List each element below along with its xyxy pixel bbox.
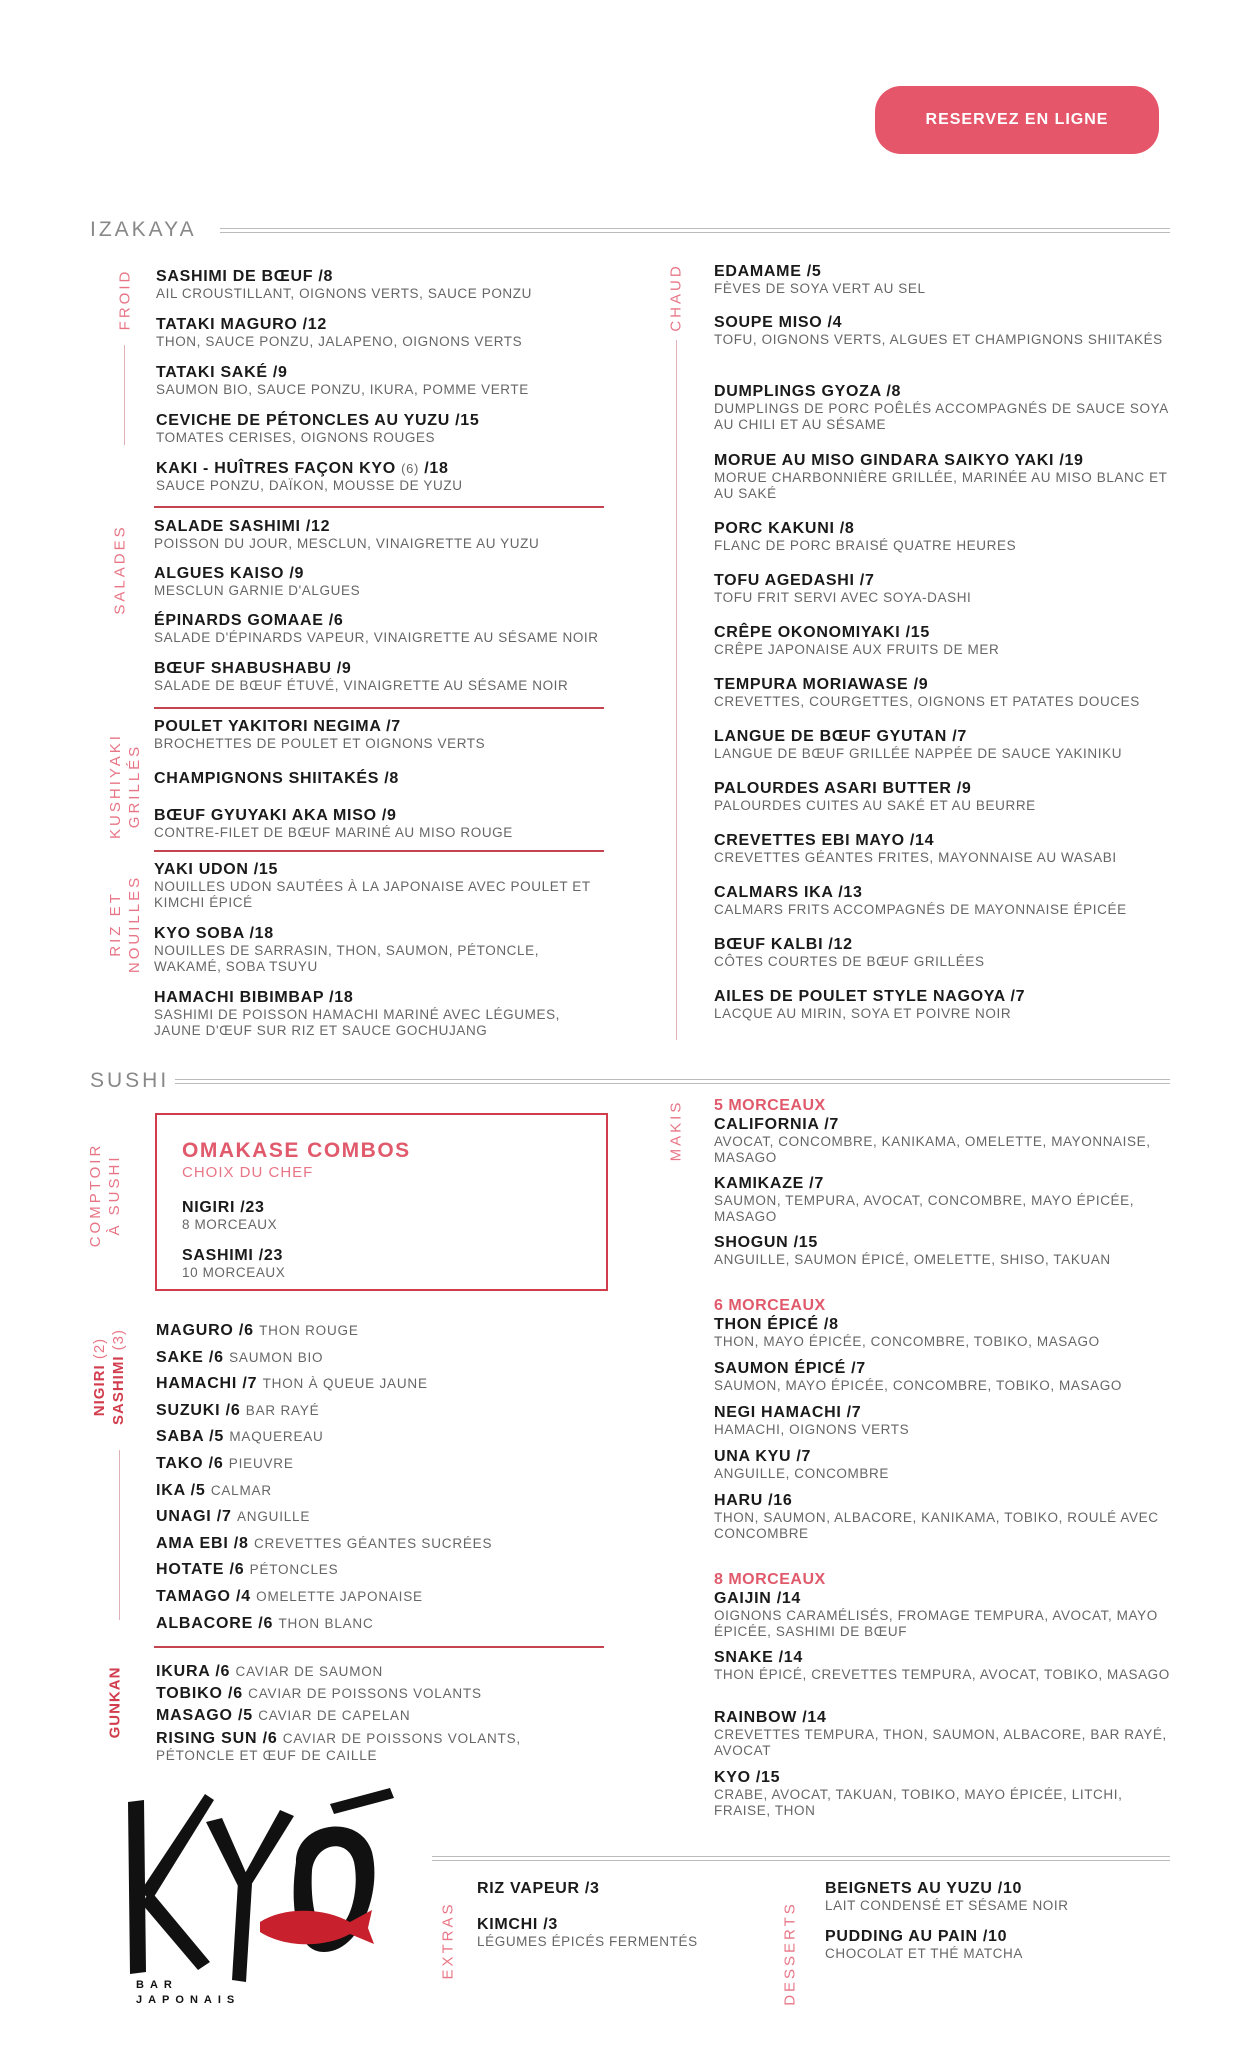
label-line: NOUILLES [126, 874, 143, 974]
category-label-kushiyaki [106, 716, 144, 856]
item-name: KYO /15 [714, 1769, 781, 1786]
item-name: SOUPE MISO /4 [714, 314, 843, 331]
reserve-online-button[interactable]: RESERVEZ EN LIGNE [875, 86, 1159, 154]
item-description: SAUMON BIO [229, 1349, 324, 1365]
menu-item [714, 1404, 1174, 1448]
item-name: HOTATE /6 [156, 1561, 245, 1579]
item-name: TATAKI SAKÉ /9 [156, 364, 288, 381]
divider [432, 1860, 1170, 1861]
item-name: BŒUF SHABUSHABU /9 [154, 660, 352, 677]
sushi-item [156, 1398, 626, 1425]
category-label-nigiri-sashimi [90, 1307, 130, 1447]
sushi-item [156, 1584, 626, 1611]
item-name: MASAGO /5 [156, 1707, 253, 1724]
item-description: TOMATES CERISES, OIGNONS ROUGES [156, 430, 436, 445]
item-description: OIGNONS CARAMÉLISÉS, FROMAGE TEMPURA, AVOCAT, MAYO ÉPICÉE, SASHIMI DE BŒUF [714, 1608, 1158, 1639]
item-name: THON ÉPICÉ /8 [714, 1316, 839, 1333]
menu-item [154, 612, 624, 660]
item-name: UNA KYU /7 [714, 1448, 812, 1465]
item-description: OMELETTE JAPONAISE [256, 1588, 423, 1604]
category-label-extras: EXTRAS [439, 1901, 457, 1980]
divider [175, 1083, 1170, 1084]
kyo-logo [110, 1782, 400, 2012]
extras-list [477, 1880, 767, 1950]
label-line: À SUSHI [106, 1154, 123, 1236]
item-name: TOBIKO /6 [156, 1685, 243, 1702]
item-description: TOFU FRIT SERVI AVEC SOYA-DASHI [714, 590, 972, 605]
item-quantity: (6) [401, 461, 420, 476]
riz-list [154, 861, 594, 1039]
sushi-item [156, 1504, 626, 1531]
item-description: 10 MORCEAUX [182, 1265, 286, 1280]
item-name: BŒUF GYUYAKI AKA MISO /9 [154, 807, 397, 824]
item-description: CÔTES COURTES DE BŒUF GRILLÉES [714, 954, 985, 969]
menu-item [714, 1116, 1174, 1175]
menu-item [714, 1492, 1174, 1570]
sashimi-label: SASHIMI [110, 1355, 127, 1426]
menu-item [714, 383, 1174, 452]
menu-item [156, 412, 616, 460]
item-name: PUDDING AU PAIN /10 [825, 1928, 1008, 1945]
item-description: ANGUILLE, CONCOMBRE [714, 1466, 889, 1481]
item-name: CALMARS IKA /13 [714, 884, 863, 901]
item-price: /18 [424, 460, 449, 477]
item-name-main: KAKI - HUÎTRES FAÇON KYO [156, 460, 396, 477]
divider [154, 506, 604, 508]
item-name: MORUE AU MISO GINDARA SAIKYO YAKI /19 [714, 452, 1084, 469]
sushi-item [156, 1730, 586, 1764]
category-label-comptoir [86, 1130, 124, 1260]
item-name: PALOURDES ASARI BUTTER /9 [714, 780, 972, 797]
gunkan-list [156, 1661, 586, 1764]
item-description: MAQUEREAU [229, 1429, 324, 1445]
item-name: CEVICHE DE PÉTONCLES AU YUZU /15 [156, 412, 480, 429]
menu-item [714, 452, 1174, 520]
divider [154, 707, 604, 709]
nigiri-label: NIGIRI [91, 1364, 108, 1417]
item-description: NOUILLES UDON SAUTÉES À LA JAPONAISE AVEC POULET ET KIMCHI ÉPICÉ [154, 879, 591, 910]
item-description: CRABE, AVOCAT, TAKUAN, TOBIKO, MAYO ÉPICÉE, LITCHI, FRAISE, THON [714, 1787, 1123, 1818]
menu-item [154, 807, 624, 841]
menu-item [182, 1247, 285, 1281]
item-description: POISSON DU JOUR, MESCLUN, VINAIGRETTE AU YUZU [154, 536, 540, 551]
menu-item [714, 1590, 1174, 1649]
item-name: EDAMAME /5 [714, 263, 822, 280]
menu-item [154, 718, 624, 770]
divider [154, 1646, 604, 1648]
sushi-item [156, 1661, 586, 1683]
item-name: TAKO /6 [156, 1454, 224, 1472]
item-description: SALADE DE BŒUF ÉTUVÉ, VINAIGRETTE AU SÉSAME NOIR [154, 678, 569, 693]
item-name: BEIGNETS AU YUZU /10 [825, 1880, 1023, 1897]
item-name: YAKI UDON /15 [154, 861, 279, 878]
item-description: TOFU, OIGNONS VERTS, ALGUES ET CHAMPIGNONS SHIITAKÉS [714, 332, 1163, 347]
category-label-chaud: CHAUD [667, 263, 685, 332]
menu-item [714, 780, 1174, 832]
item-name: AMA EBI /8 [156, 1534, 249, 1552]
item-name: SAKE /6 [156, 1348, 224, 1366]
sushi-item [156, 1478, 626, 1505]
makis-list [714, 1096, 1174, 1819]
menu-item [714, 1360, 1174, 1404]
menu-item [714, 1448, 1174, 1492]
item-name: SASHIMI /23 [182, 1247, 284, 1264]
item-description: ANGUILLE [237, 1509, 311, 1525]
item-description: SAUMON BIO, SAUCE PONZU, IKURA, POMME VERTE [156, 382, 529, 397]
item-name: BŒUF KALBI /12 [714, 936, 853, 953]
sushi-item [156, 1705, 586, 1727]
sushi-item [156, 1611, 626, 1638]
sushi-item [156, 1683, 586, 1705]
maki-group-heading: 6 MORCEAUX [714, 1297, 826, 1314]
menu-item [156, 316, 616, 364]
item-name: SNAKE /14 [714, 1649, 803, 1666]
sushi-item [156, 1318, 626, 1345]
item-description: THON À QUEUE JAUNE [262, 1376, 428, 1392]
menu-item [156, 268, 616, 316]
divider [220, 232, 1170, 233]
divider [432, 1856, 1170, 1857]
item-description: AIL CROUSTILLANT, OIGNONS VERTS, SAUCE PONZU [156, 286, 532, 301]
menu-item [154, 925, 594, 989]
item-name: KIMCHI /3 [477, 1916, 558, 1933]
item-description: HAMACHI, OIGNONS VERTS [714, 1422, 910, 1437]
menu-item [154, 565, 624, 612]
menu-item [714, 936, 1174, 988]
item-name: NEGI HAMACHI /7 [714, 1404, 862, 1421]
item-name: CHAMPIGNONS SHIITAKÉS /8 [154, 770, 399, 787]
sushi-item [156, 1557, 626, 1584]
menu-item-kaki [156, 460, 616, 494]
item-description: SAUCE PONZU, DAÏKON, MOUSSE DE YUZU [156, 478, 463, 493]
menu-item [714, 1316, 1174, 1360]
section-title: SUSHI [90, 1069, 170, 1092]
menu-item [714, 1709, 1174, 1769]
item-name: CREVETTES EBI MAYO /14 [714, 832, 935, 849]
item-description: SASHIMI DE POISSON HAMACHI MARINÉ AVEC LÉGUMES, JAUNE D'ŒUF SUR RIZ ET SAUCE GOCHUJANG [154, 1007, 561, 1038]
desserts-list [825, 1880, 1170, 1962]
menu-item [825, 1928, 1170, 1962]
menu-item [714, 624, 1174, 676]
combo-subtitle: CHOIX DU CHEF [182, 1164, 314, 1181]
salades-list [154, 518, 624, 694]
menu-item [714, 676, 1174, 728]
menu-item [714, 832, 1174, 884]
item-name: IKURA /6 [156, 1663, 231, 1680]
category-label-desserts: DESSERTS [781, 1901, 799, 2006]
menu-item [154, 660, 624, 694]
menu-item [714, 314, 1174, 383]
froid-list [156, 268, 616, 494]
item-name: ALGUES KAISO /9 [154, 565, 305, 582]
item-description: BAR RAYÉ [245, 1402, 320, 1418]
menu-item [477, 1880, 767, 1916]
label-line: COMPTOIR [87, 1142, 104, 1248]
item-description: NOUILLES DE SARRASIN, THON, SAUMON, PÉTONCLE, WAKAMÉ, SOBA TSUYU [154, 943, 540, 974]
sushi-item [156, 1531, 626, 1558]
sushi-item [156, 1451, 626, 1478]
sushi-item [156, 1345, 626, 1372]
item-description: CHOCOLAT ET THÉ MATCHA [825, 1946, 1023, 1961]
item-description: CREVETTES, COURGETTES, OIGNONS ET PATATES DOUCES [714, 694, 1140, 709]
item-name: CALIFORNIA /7 [714, 1116, 839, 1133]
menu-item [714, 263, 1174, 314]
item-description: CAVIAR DE SAUMON [235, 1664, 384, 1679]
sushi-item [156, 1424, 626, 1451]
divider [175, 1079, 1170, 1080]
item-description: LANGUE DE BŒUF GRILLÉE NAPPÉE DE SAUCE YAKINIKU [714, 746, 1123, 761]
chaud-list [714, 263, 1174, 1022]
item-description: THON ÉPICÉ, CREVETTES TEMPURA, AVOCAT, TOBIKO, MASAGO [714, 1667, 1170, 1682]
item-description: MORUE CHARBONNIÈRE GRILLÉE, MARINÉE AU MISO BLANC ET AU SAKÉ [714, 470, 1168, 501]
menu-item [182, 1199, 277, 1233]
item-name: MAGURO /6 [156, 1322, 254, 1339]
divider [220, 228, 1170, 229]
item-description: CALMAR [210, 1482, 272, 1498]
item-name: RIZ VAPEUR /3 [477, 1880, 600, 1897]
menu-item [714, 520, 1174, 572]
omakase-combos-box [155, 1113, 608, 1291]
item-name: SABA /5 [156, 1428, 225, 1446]
item-description: PALOURDES CUITES AU SAKÉ ET AU BEURRE [714, 798, 1036, 813]
item-name: KAMIKAZE /7 [714, 1175, 824, 1192]
label-line: GRILLÉS [126, 743, 143, 829]
section-header-izakaya [90, 218, 1170, 242]
menu-item [825, 1880, 1170, 1928]
item-description: THON, MAYO ÉPICÉE, CONCOMBRE, TOBIKO, MASAGO [714, 1334, 1100, 1349]
menu-item [154, 518, 624, 565]
menu-item [154, 861, 594, 925]
item-description: PIEUVRE [228, 1455, 294, 1471]
item-description: CREVETTES GÉANTES FRITES, MAYONNAISE AU WASABI [714, 850, 1117, 865]
item-name: SASHIMI DE BŒUF /8 [156, 268, 334, 285]
menu-item [714, 1649, 1174, 1709]
label-line [90, 1307, 109, 1447]
item-description: AVOCAT, CONCOMBRE, KANIKAMA, OMELETTE, MAYONNAISE, MASAGO [714, 1134, 1151, 1165]
item-name: IKA /5 [156, 1481, 206, 1499]
item-description: DUMPLINGS DE PORC POÊLÉS ACCOMPAGNÉS DE SAUCE SOYA AU CHILI ET AU SÉSAME [714, 401, 1169, 432]
item-name: SUZUKI /6 [156, 1401, 241, 1419]
item-description: CRÊPE JAPONAISE AUX FRUITS DE MER [714, 642, 1000, 657]
item-name: POULET YAKITORI NEGIMA /7 [154, 718, 401, 735]
label-line: RIZ ET [107, 891, 124, 957]
item-description: THON ROUGE [259, 1323, 359, 1338]
section-title: IZAKAYA [90, 218, 197, 241]
category-label-riz-nouilles [106, 854, 144, 994]
item-name: SALADE SASHIMI /12 [154, 518, 331, 535]
menu-item [154, 989, 594, 1039]
item-description: ANGUILLE, SAUMON ÉPICÉ, OMELETTE, SHISO, TAKUAN [714, 1252, 1111, 1267]
item-name: TAMAGO /4 [156, 1587, 251, 1605]
item-name: RAINBOW /14 [714, 1709, 827, 1726]
item-description: THON, SAUCE PONZU, JALAPENO, OIGNONS VERTS [156, 334, 523, 349]
item-description: SAUMON, TEMPURA, AVOCAT, CONCOMBRE, MAYO ÉPICÉE, MASAGO [714, 1193, 1135, 1224]
label-line [109, 1307, 128, 1447]
sashimi-qty: (3) [110, 1328, 127, 1351]
item-description: BROCHETTES DE POULET ET OIGNONS VERTS [154, 736, 486, 751]
item-name: DUMPLINGS GYOZA /8 [714, 383, 902, 400]
divider [676, 340, 677, 1040]
category-label-gunkan: GUNKAN [106, 1666, 124, 1739]
menu-item [156, 364, 616, 412]
item-description: CONTRE-FILET DE BŒUF MARINÉ AU MISO ROUGE [154, 825, 513, 840]
item-name: GAIJIN /14 [714, 1590, 802, 1607]
menu-item [714, 1234, 1174, 1296]
item-name: HARU /16 [714, 1492, 793, 1509]
item-description: LACQUE AU MIRIN, SOYA ET POIVRE NOIR [714, 1006, 1012, 1021]
maki-group-heading: 8 MORCEAUX [714, 1571, 826, 1588]
item-description: CREVETTES GÉANTES SUCRÉES [254, 1535, 493, 1551]
item-name: TEMPURA MORIAWASE /9 [714, 676, 929, 693]
item-description: LAIT CONDENSÉ ET SÉSAME NOIR [825, 1898, 1069, 1913]
nigiri-qty: (2) [91, 1337, 108, 1360]
brand-subtitle: BAR JAPONAIS [136, 1979, 241, 2006]
sushi-item [156, 1371, 626, 1398]
menu-item [714, 1175, 1174, 1234]
item-name: HAMACHI /7 [156, 1375, 258, 1393]
combo-title: OMAKASE COMBOS [182, 1139, 411, 1162]
item-description: CAVIAR DE CAPELAN [258, 1708, 411, 1723]
item-description: CAVIAR DE POISSONS VOLANTS [248, 1686, 482, 1701]
item-name [156, 460, 616, 478]
item-description: 8 MORCEAUX [182, 1217, 278, 1232]
item-name: ÉPINARDS GOMAAE /6 [154, 612, 344, 629]
item-name: CRÊPE OKONOMIYAKI /15 [714, 624, 930, 641]
item-name: RISING SUN /6 [156, 1730, 278, 1747]
item-description: FÈVES DE SOYA VERT AU SEL [714, 281, 926, 296]
item-description: CAVIAR DE POISSONS VOLANTS, PÉTONCLE ET ŒUF DE CAILLE [156, 1731, 521, 1763]
item-description: PÉTONCLES [249, 1562, 339, 1578]
item-description: THON BLANC [278, 1615, 374, 1631]
item-name: HAMACHI BIBIMBAP /18 [154, 989, 354, 1006]
section-header-sushi [90, 1069, 1170, 1093]
kushiyaki-list [154, 718, 624, 841]
menu-item [714, 988, 1174, 1022]
item-name: PORC KAKUNI /8 [714, 520, 855, 537]
menu-item [714, 728, 1174, 780]
item-name: SAUMON ÉPICÉ /7 [714, 1360, 866, 1377]
item-name: TOFU AGEDASHI /7 [714, 572, 875, 589]
item-description: LÉGUMES ÉPICÉS FERMENTÉS [477, 1934, 698, 1949]
item-description: SALADE D'ÉPINARDS VAPEUR, VINAIGRETTE AU SÉSAME NOIR [154, 630, 599, 645]
item-name: LANGUE DE BŒUF GYUTAN /7 [714, 728, 967, 745]
item-description: CREVETTES TEMPURA, THON, SAUMON, ALBACORE, BAR RAYÉ, AVOCAT [714, 1727, 1167, 1758]
item-description: CALMARS FRITS ACCOMPAGNÉS DE MAYONNAISE ÉPICÉE [714, 902, 1127, 917]
divider [154, 850, 604, 852]
item-name: KYO SOBA /18 [154, 925, 274, 942]
item-name: AILES DE POULET STYLE NAGOYA /7 [714, 988, 1026, 1005]
item-description: MESCLUN GARNIE D'ALGUES [154, 583, 361, 598]
menu-item [477, 1916, 767, 1950]
item-name: ALBACORE /6 [156, 1614, 274, 1632]
divider [119, 1450, 120, 1620]
category-label-salades: SALADES [111, 524, 129, 615]
menu-item [714, 884, 1174, 936]
menu-item [154, 770, 624, 807]
divider [124, 345, 125, 445]
item-name: TATAKI MAGURO /12 [156, 316, 328, 333]
menu-item [714, 572, 1174, 624]
category-label-makis: MAKIS [667, 1099, 685, 1162]
maki-group-heading: 5 MORCEAUX [714, 1097, 826, 1114]
label-line: KUSHIYAKI [107, 733, 124, 839]
item-description: SAUMON, MAYO ÉPICÉE, CONCOMBRE, TOBIKO, MASAGO [714, 1378, 1122, 1393]
item-name: UNAGI /7 [156, 1508, 232, 1526]
item-description: THON, SAUMON, ALBACORE, KANIKAMA, TOBIKO, ROULÉ AVEC CONCOMBRE [714, 1510, 1159, 1541]
item-name: SHOGUN /15 [714, 1234, 818, 1251]
menu-item [714, 1769, 1174, 1819]
category-label-froid: FROID [116, 268, 134, 331]
item-name: NIGIRI /23 [182, 1199, 265, 1216]
nigiri-list [156, 1318, 626, 1637]
item-description: FLANC DE PORC BRAISÉ QUATRE HEURES [714, 538, 1017, 553]
